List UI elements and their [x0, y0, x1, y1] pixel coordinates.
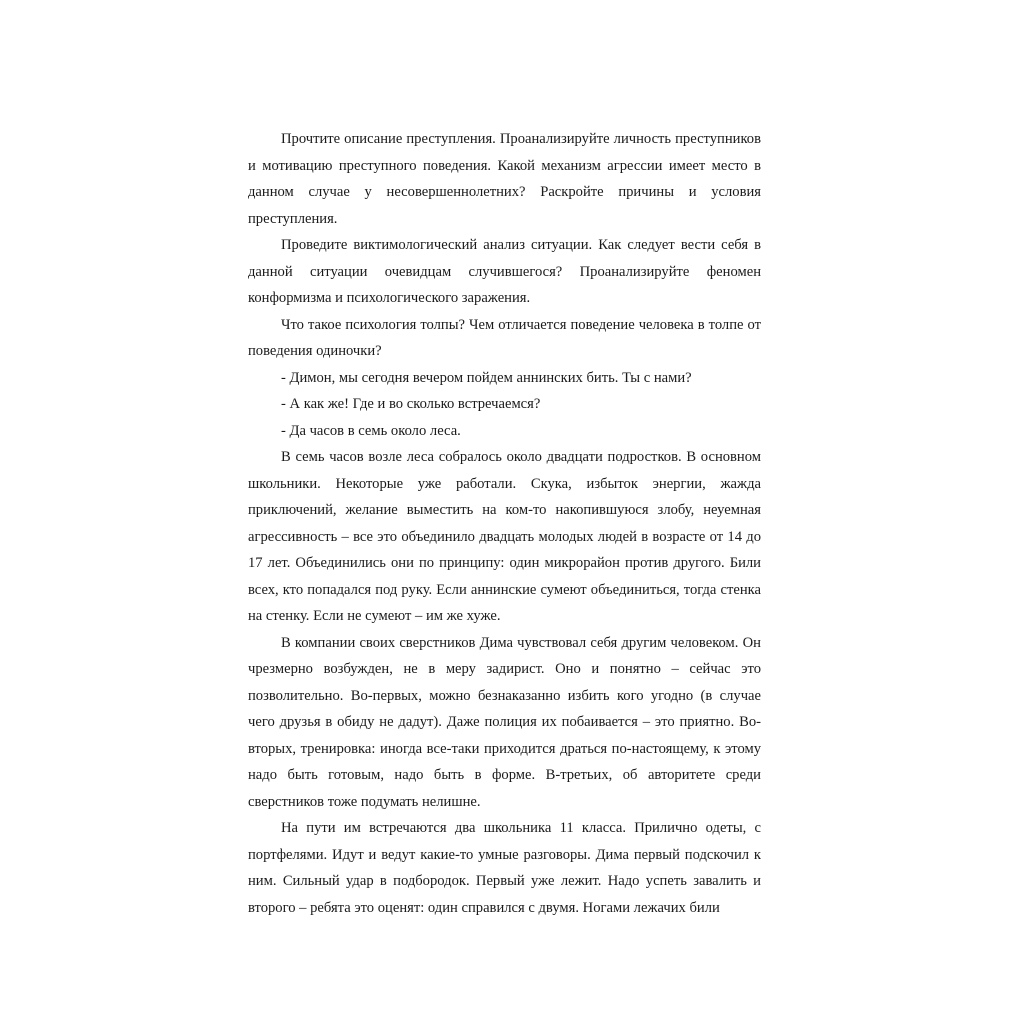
paragraph-task-analysis: Прочтите описание преступления. Проанализируйте личность преступников и мотивацию преступного поведения. Какой механизм агрессии имеет место в данном случае у несовершеннолетних? Раскройте причины и условия преступления. [248, 131, 761, 227]
paragraph-dima-in-company: В компании своих сверстников Дима чувствовал себя другим человеком. Он чрезмерно возбужден, не в меру задирист. Оно и понятно – сейчас это позволительно. Во-первых, можно безнаказанно избить кого угодно (в случае чего друзья в обиду не дадут). Даже полиция их побаивается – это приятно. Во-вторых, тренировка: иногда все-таки приходится драться по-настоящему, к этому надо быть готовым, надо быть в форме. В-третьих, об авторитете среди сверстников тоже подумать нелишне. [248, 634, 761, 810]
paragraph-gathering: В семь часов возле леса собралось около двадцати подростков. В основном школьники. Некоторые уже работали. Скука, избыток энергии, жажда приключений, желание выместить на ком-то накопившуюся злобу, неуемная агрессивность – все это объединило двадцать молодых людей в возрасте от 14 до 17 лет. Объединились они по принципу: один микрорайон против другого. Били всех, кто попадался под руку. Если аннинские сумеют объединиться, тогда стенка на стенку. Если не сумеют – им же хуже. [248, 449, 761, 624]
document-page [248, 126, 761, 921]
paragraph-attack: На пути им встречаются два школьника 11 класса. Прилично одеты, с портфелями. Идут и ведут какие-то умные разговоры. Дима первый подскочил к ним. Сильный удар в подбородок. Первый уже лежит. Надо успеть завалить и второго – ребята это оценят: один справился с двумя. Ногами лежачих били [248, 820, 761, 916]
paragraph-crowd-psychology-task: Что такое психология толпы? Чем отличается поведение человека в толпе от поведения одиночки? [248, 316, 761, 359]
dialog-line-1: - Димон, мы сегодня вечером пойдем аннинских бить. Ты с нами? [281, 369, 692, 386]
dialog-line-3: - Да часов в семь около леса. [281, 422, 461, 439]
dialog-line-2: - А как же! Где и во сколько встречаемся? [281, 396, 541, 412]
paragraph-victimology-task: Проведите виктимологический анализ ситуации. Как следует вести себя в данной ситуации очевидцам случившегося? Проанализируйте феномен конформизма и психологического заражения. [248, 237, 761, 306]
